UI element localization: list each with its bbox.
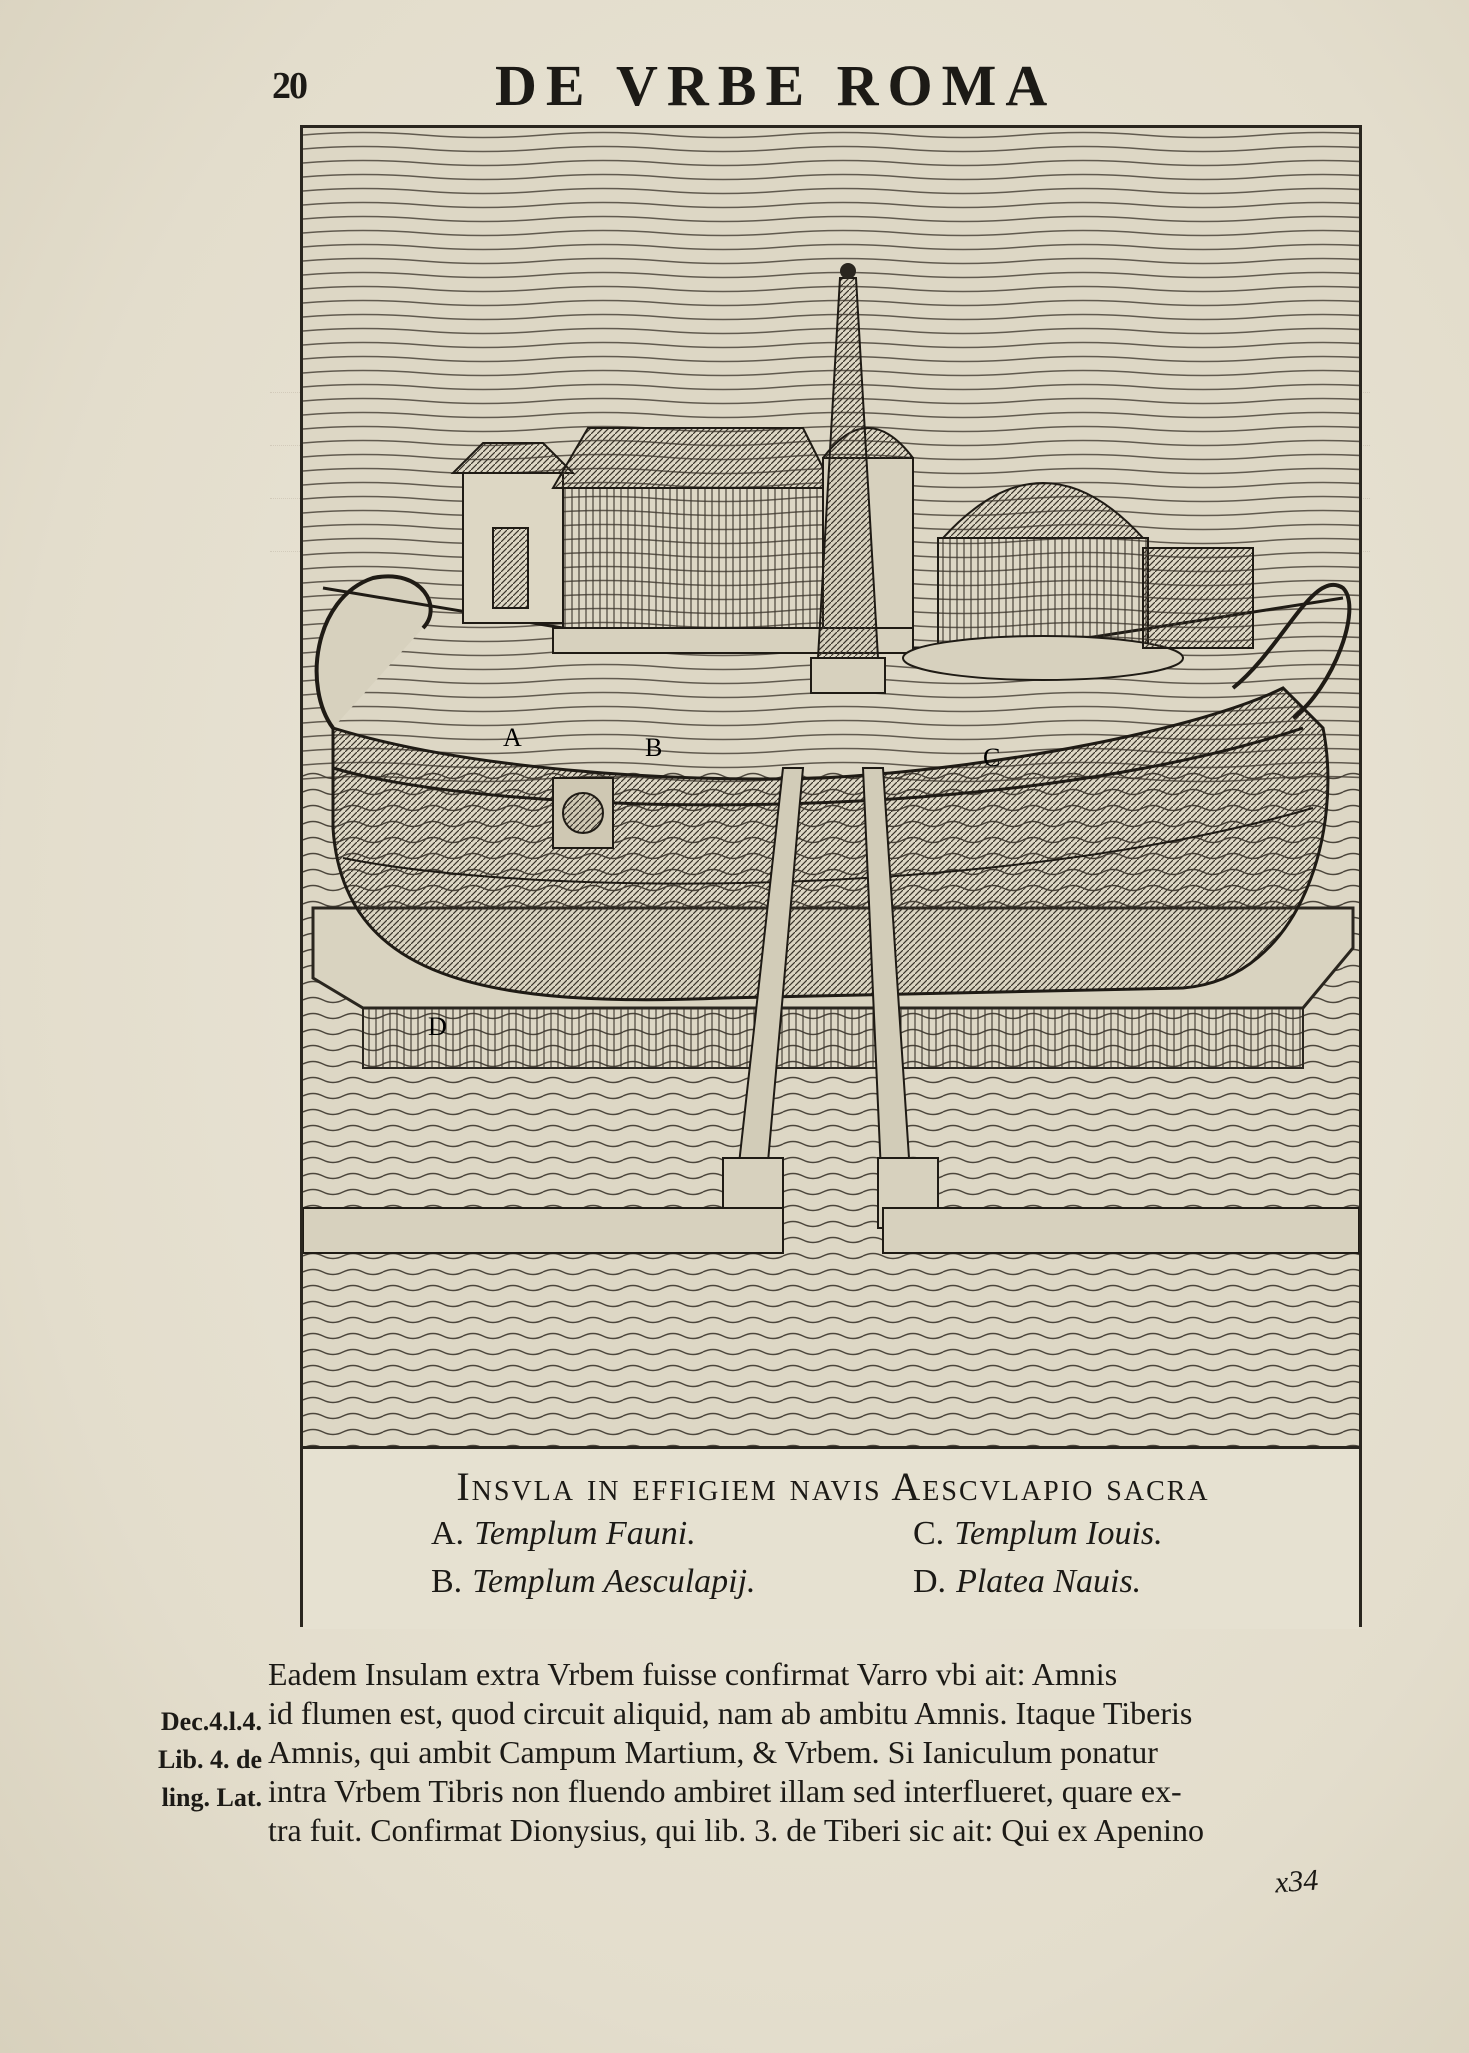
text-line: Eadem Insulam extra Vrbem fuisse confirmat Varro vbi ait: Amnis [268,1656,1118,1692]
engraving-illustration [303,128,1359,1446]
label-b: B [645,733,663,762]
running-title: DE VRBE ROMA [495,53,1057,118]
label-c: C [983,743,1001,772]
legend-item-c: C. Templum Iouis. [913,1515,1163,1552]
page-header [260,52,1160,118]
label-d: D [428,1012,447,1041]
text-line: intra Vrbem Tibris non fluendo ambiret illam sed interflueret, quare ex- [268,1773,1182,1809]
legend-item-a: A. Templum Fauni. [431,1515,696,1552]
right-bank [883,1208,1359,1253]
margin-note: Lib. 4. de [157,1745,262,1774]
body-paragraph [268,1655,1368,1850]
text-line: id flumen est, quod circuit aliquid, nam ab ambitu Amnis. Itaque Tiberis [268,1695,1193,1731]
legend-item-b: B. Templum Aesculapij. [431,1563,756,1600]
margin-note: ling. Lat. [161,1783,262,1812]
legend-item-d: D. Platea Nauis. [913,1563,1142,1600]
engraving-plate [300,125,1362,1627]
caption-title: Insvla in effigiem navis Aescvlapio sacra [456,1464,1210,1509]
temple-a-fauni [453,443,573,623]
plate-caption [303,1446,1359,1629]
left-bank [303,1208,783,1253]
handwritten-note: x34 [1273,1863,1320,1900]
text-line: tra fuit. Confirmat Dionysius, qui lib. 3. de Tiberi sic ait: Qui ex Apenino [268,1812,1204,1848]
margin-note: Dec.4.l.4. [160,1707,262,1736]
label-a: A [503,723,522,752]
page-number: 20 [272,65,306,107]
text-line: Amnis, qui ambit Campum Martium, & Vrbem. Si Ianiculum ponatur [268,1734,1158,1770]
margin-notes [122,1703,262,1817]
